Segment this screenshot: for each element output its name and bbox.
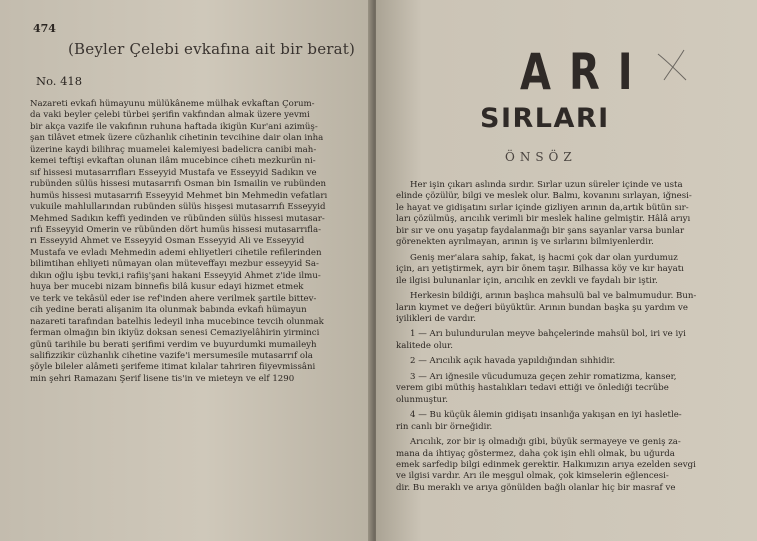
- page-number: 474: [33, 22, 56, 35]
- text-line: günü tarihile bu berati şerifimi verdim ve buyurdumki mumaileyh: [30, 339, 317, 350]
- preface-paragraph: [396, 437, 751, 494]
- text-line: da vaki beyler çelebi türbei şerifin vakfından almak üzere yevmi: [30, 110, 310, 121]
- text-line: olunmuştur.: [396, 394, 448, 405]
- text-line: cih yedine berati alişanim ita olunmak babında evkafı hümayun: [30, 305, 307, 316]
- text-line: kalitede olur.: [396, 340, 454, 351]
- text-line: rin canlı bir örneğidir.: [396, 421, 493, 432]
- text-line: nazareti tarafından batelhis ledeyil inha mucebince tevcih olunmak: [30, 316, 324, 327]
- text-line: 1 — Arı bulundurulan meyve bahçelerinde mahsül bol, iri ve iyi: [410, 329, 686, 340]
- text-line: humüs hissesi mutasarrıfı Esseyyid Mehmet bin Mehmedin vefatları: [30, 190, 328, 201]
- text-line: verem gibi müthiş hastalıkları tedavi ettiği ve önlediği tecrübe: [396, 383, 669, 394]
- text-line: 4 — Bu küçük âlemin gidişatı insanlığa yakışan en iyi hasletle-: [410, 410, 682, 421]
- text-line: rı Esseyyid Ahmet ve Esseyyid Osman Esseyyid Ali ve Esseyyid: [30, 236, 305, 247]
- text-line: Nazareti evkafı hümayunu mülükâneme mülhak evkaftan Çorum-: [30, 99, 315, 109]
- preface-paragraph: [396, 372, 751, 406]
- document-number: No. 418: [36, 74, 83, 88]
- text-line: salifizzikir cüzhanlık cihetine vazife'i mersumesile mutasarrıf ola: [30, 350, 313, 361]
- text-line: min şehri Ramazanı Şerif lisene tis'in ve mieteyn ve elf 1290: [30, 373, 295, 384]
- text-line: şöyle bileler alâmeti şerifeme itimat kılalar tahriren fiiyevmissâni: [30, 362, 316, 373]
- text-line: üzerine kaydi bilihraç muamelei kalemiyesi badelicra canibi mah-: [30, 144, 317, 155]
- preface-heading: ÖNSÖZ: [505, 150, 577, 164]
- text-line: görenekten ayrılmayan, arının iş ve sırlarını bilmiyenlerdir.: [396, 237, 654, 248]
- text-line: kemei teftişi evkaftan olunan ilâm mucebince cihetı mezkurün ni-: [30, 156, 316, 167]
- text-line: 3 — Arı iğnesile vücudumuza geçen zehir romatizma, kanser,: [410, 371, 677, 382]
- text-line: ile ilgisi bulunanlar için, arıcılık en zevkli ve faydalı bir iştir.: [396, 275, 658, 286]
- left-page: [0, 0, 372, 541]
- text-line: Herkesin bildiği, arının başlıca mahsulü bal ve balmumudur. Bun-: [410, 291, 697, 302]
- text-line: rubünden sülüs hissesi mutasarrıfı Osman bin İsmailin ve rubünden: [30, 179, 327, 190]
- text-line: mana da ihtiyaç göstermez, daha çok işin ehli olmak, bu uğurda: [396, 448, 675, 459]
- text-line: rıfı Esseyyid Ömerin ve rübünden dört humüs hissesi mutasarrıfla-: [30, 224, 321, 235]
- book-title-ari: ARI: [520, 44, 651, 102]
- preface-paragraph: [396, 180, 751, 249]
- text-line: ların kıymet ve değeri büyüktür. Arının bundan başka şu yardım ve: [396, 302, 688, 313]
- text-line: 2 — Arıcılık açık havada yapıldığından sıhhidir.: [410, 356, 616, 367]
- document-title: (Beyler Çelebi evkafına ait bir berat): [68, 40, 356, 58]
- preface-paragraph: [396, 410, 751, 433]
- text-line: şan tilâvet etmek üzere cüzhanlık cihetinin tevcihine dair olan inha: [30, 133, 324, 144]
- text-line: iyilikleri de vardır.: [396, 313, 477, 324]
- text-line: bir sır ve onu yaşatıp faydalanmağı bir şans sayanlar varsa bunlar: [396, 225, 685, 236]
- text-line: Geniş mer'alara sahip, fakat, iş hacmi çok dar olan yurdumuz: [410, 252, 678, 263]
- text-line: Her işin çıkarı aslında sırdır. Sırlar uzun süreler içinde ve usta: [410, 180, 683, 190]
- text-line: için, arı yetiştirmek, ayrı bir önem taşır. Bilhassa köy ve kır hayatı: [396, 264, 684, 275]
- text-line: ve terk ve tekâsül eder ise ref'inden ahere verilmek şartile bittev-: [30, 293, 317, 304]
- text-line: ları çözülmüş, arıcılık verimli bir meslek haline gelmiştir. Hâlâ arıyı: [396, 214, 691, 225]
- text-line: le hayat ve gidişatını sırlar içinde gizliyen arının da,artık bütün sır-: [396, 202, 689, 213]
- text-line: ferman olmağın bin ikiyüz doksan senesi Cemaziyelâhirin yirminci: [30, 328, 320, 339]
- book-title-sirlari: SIRLARI: [480, 103, 610, 134]
- pencil-cross-mark-icon: [654, 48, 690, 84]
- text-line: huya ber mucebi nizam binnefis bilâ kusur edayi hizmet etmek: [30, 282, 304, 293]
- preface-paragraph: [396, 291, 751, 325]
- text-line: bilimtihan ehliyeti nümayan olan müteveffayı mezbur esseyyid Sa-: [30, 259, 319, 270]
- text-line: sıf hissesi mutasarrıfları Esseyyid Mustafa ve Esseyyid Sadıkın ve: [30, 167, 317, 178]
- text-line: dir. Bu meraklı ve arıya gönülden bağlı olanlar hiç bir masraf ve: [396, 482, 676, 493]
- preface-paragraph: [396, 356, 751, 367]
- preface-text: [396, 180, 751, 494]
- text-line: Mustafa ve evladı Mehmedin ademi ehliyetleri cihetile refilerinden: [30, 247, 322, 258]
- text-line: emek sarfedip bilgi edinmek gerektir. Halkımızın arıya ezelden sevgi: [396, 459, 696, 470]
- text-line: Mehmed Sadıkın keffi yedinden ve rübünden sülüs hissesi mutasar-: [30, 213, 325, 224]
- preface-paragraph: [396, 329, 751, 352]
- preface-paragraph: [396, 253, 751, 287]
- text-line: dıkın oğlu işbu tevki,i rafiiş'şani hakani Esseyyid Ahmet z'ide ilmu-: [30, 270, 321, 281]
- berat-text: [30, 99, 360, 385]
- text-line: elinde çözülür, bilgi ve meslek olur. Balmı, kovanını sırlayan, iğnesi-: [396, 191, 692, 202]
- text-line: vukuile mahlullarından rubünden sülüs hisşesi mutasarrıfı Esseyyid: [30, 202, 326, 213]
- text-line: bir akça vazife ile vakıfının ruhuna haftada ikigün Kur'ani azimüş-: [30, 121, 318, 132]
- text-line: ve ilgisi vardır. Arı ile meşgul olmak, çok kimselerin eğlencesi-: [396, 471, 669, 482]
- text-line: Arıcılık, zor bir iş olmadığı gibi, büyük sermayeye ve geniş za-: [410, 437, 681, 448]
